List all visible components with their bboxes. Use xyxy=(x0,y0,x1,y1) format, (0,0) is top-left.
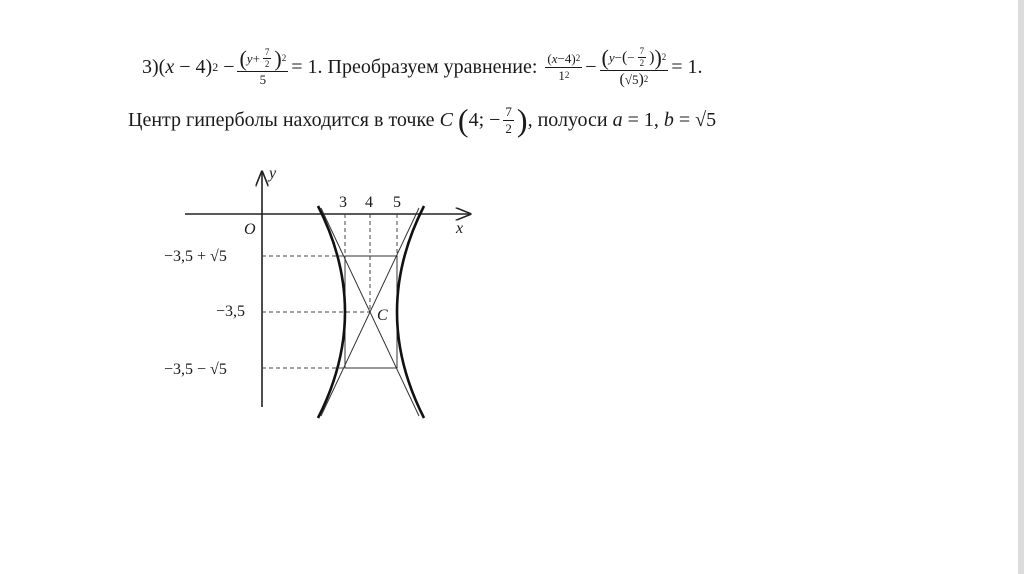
y-label-bottom: −3,5 − √5 xyxy=(164,361,227,378)
center-point-label: C xyxy=(377,307,388,324)
hyperbola-right-branch xyxy=(397,206,424,418)
center-line: Центр гиперболы находится в точке C ( 4 ; − $\frac{7}{2}$ ) , полуоси a = 1, b = √5 xyxy=(128,102,717,138)
guide-lines xyxy=(262,214,397,368)
original-y-fraction: ( y + $\frac{7}{2}$ ) 2 5 xyxy=(239,45,287,87)
y-label-center: −3,5 xyxy=(216,303,246,320)
y-axis-label: y xyxy=(269,165,277,182)
x-axis-label: x xyxy=(456,220,464,237)
semiaxes-phrase: полуоси xyxy=(537,108,608,131)
equation-line: 3) ( x − 4 ) 2 − ( y + $\frac{7}{2}$ ) 2 5 = 1. Преобразуем уравнение: ( x − 4 ) 2 1 2 − ( y − ( − $\frac{7}{2}$ ) ) 2 ( √5 ) 2 = 1. xyxy=(142,44,703,88)
x-tick-5: 5 xyxy=(393,194,401,211)
item-number: 3) xyxy=(142,55,159,78)
y-fraction: ( y − ( − $\frac{7}{2}$ ) ) 2 ( √5 ) 2 xyxy=(601,44,667,88)
transform-phrase: Преобразуем уравнение: xyxy=(327,55,538,78)
y-label-top: −3,5 + √5 xyxy=(164,248,227,265)
x-tick-4: 4 xyxy=(365,194,373,211)
origin-label: O xyxy=(244,221,256,238)
fundamental-rectangle xyxy=(345,256,397,368)
x-fraction: ( x − 4 ) 2 1 2 xyxy=(547,50,581,83)
x-tick-3: 3 xyxy=(339,194,347,211)
center-phrase: Центр гиперболы находится в точке xyxy=(128,108,435,131)
